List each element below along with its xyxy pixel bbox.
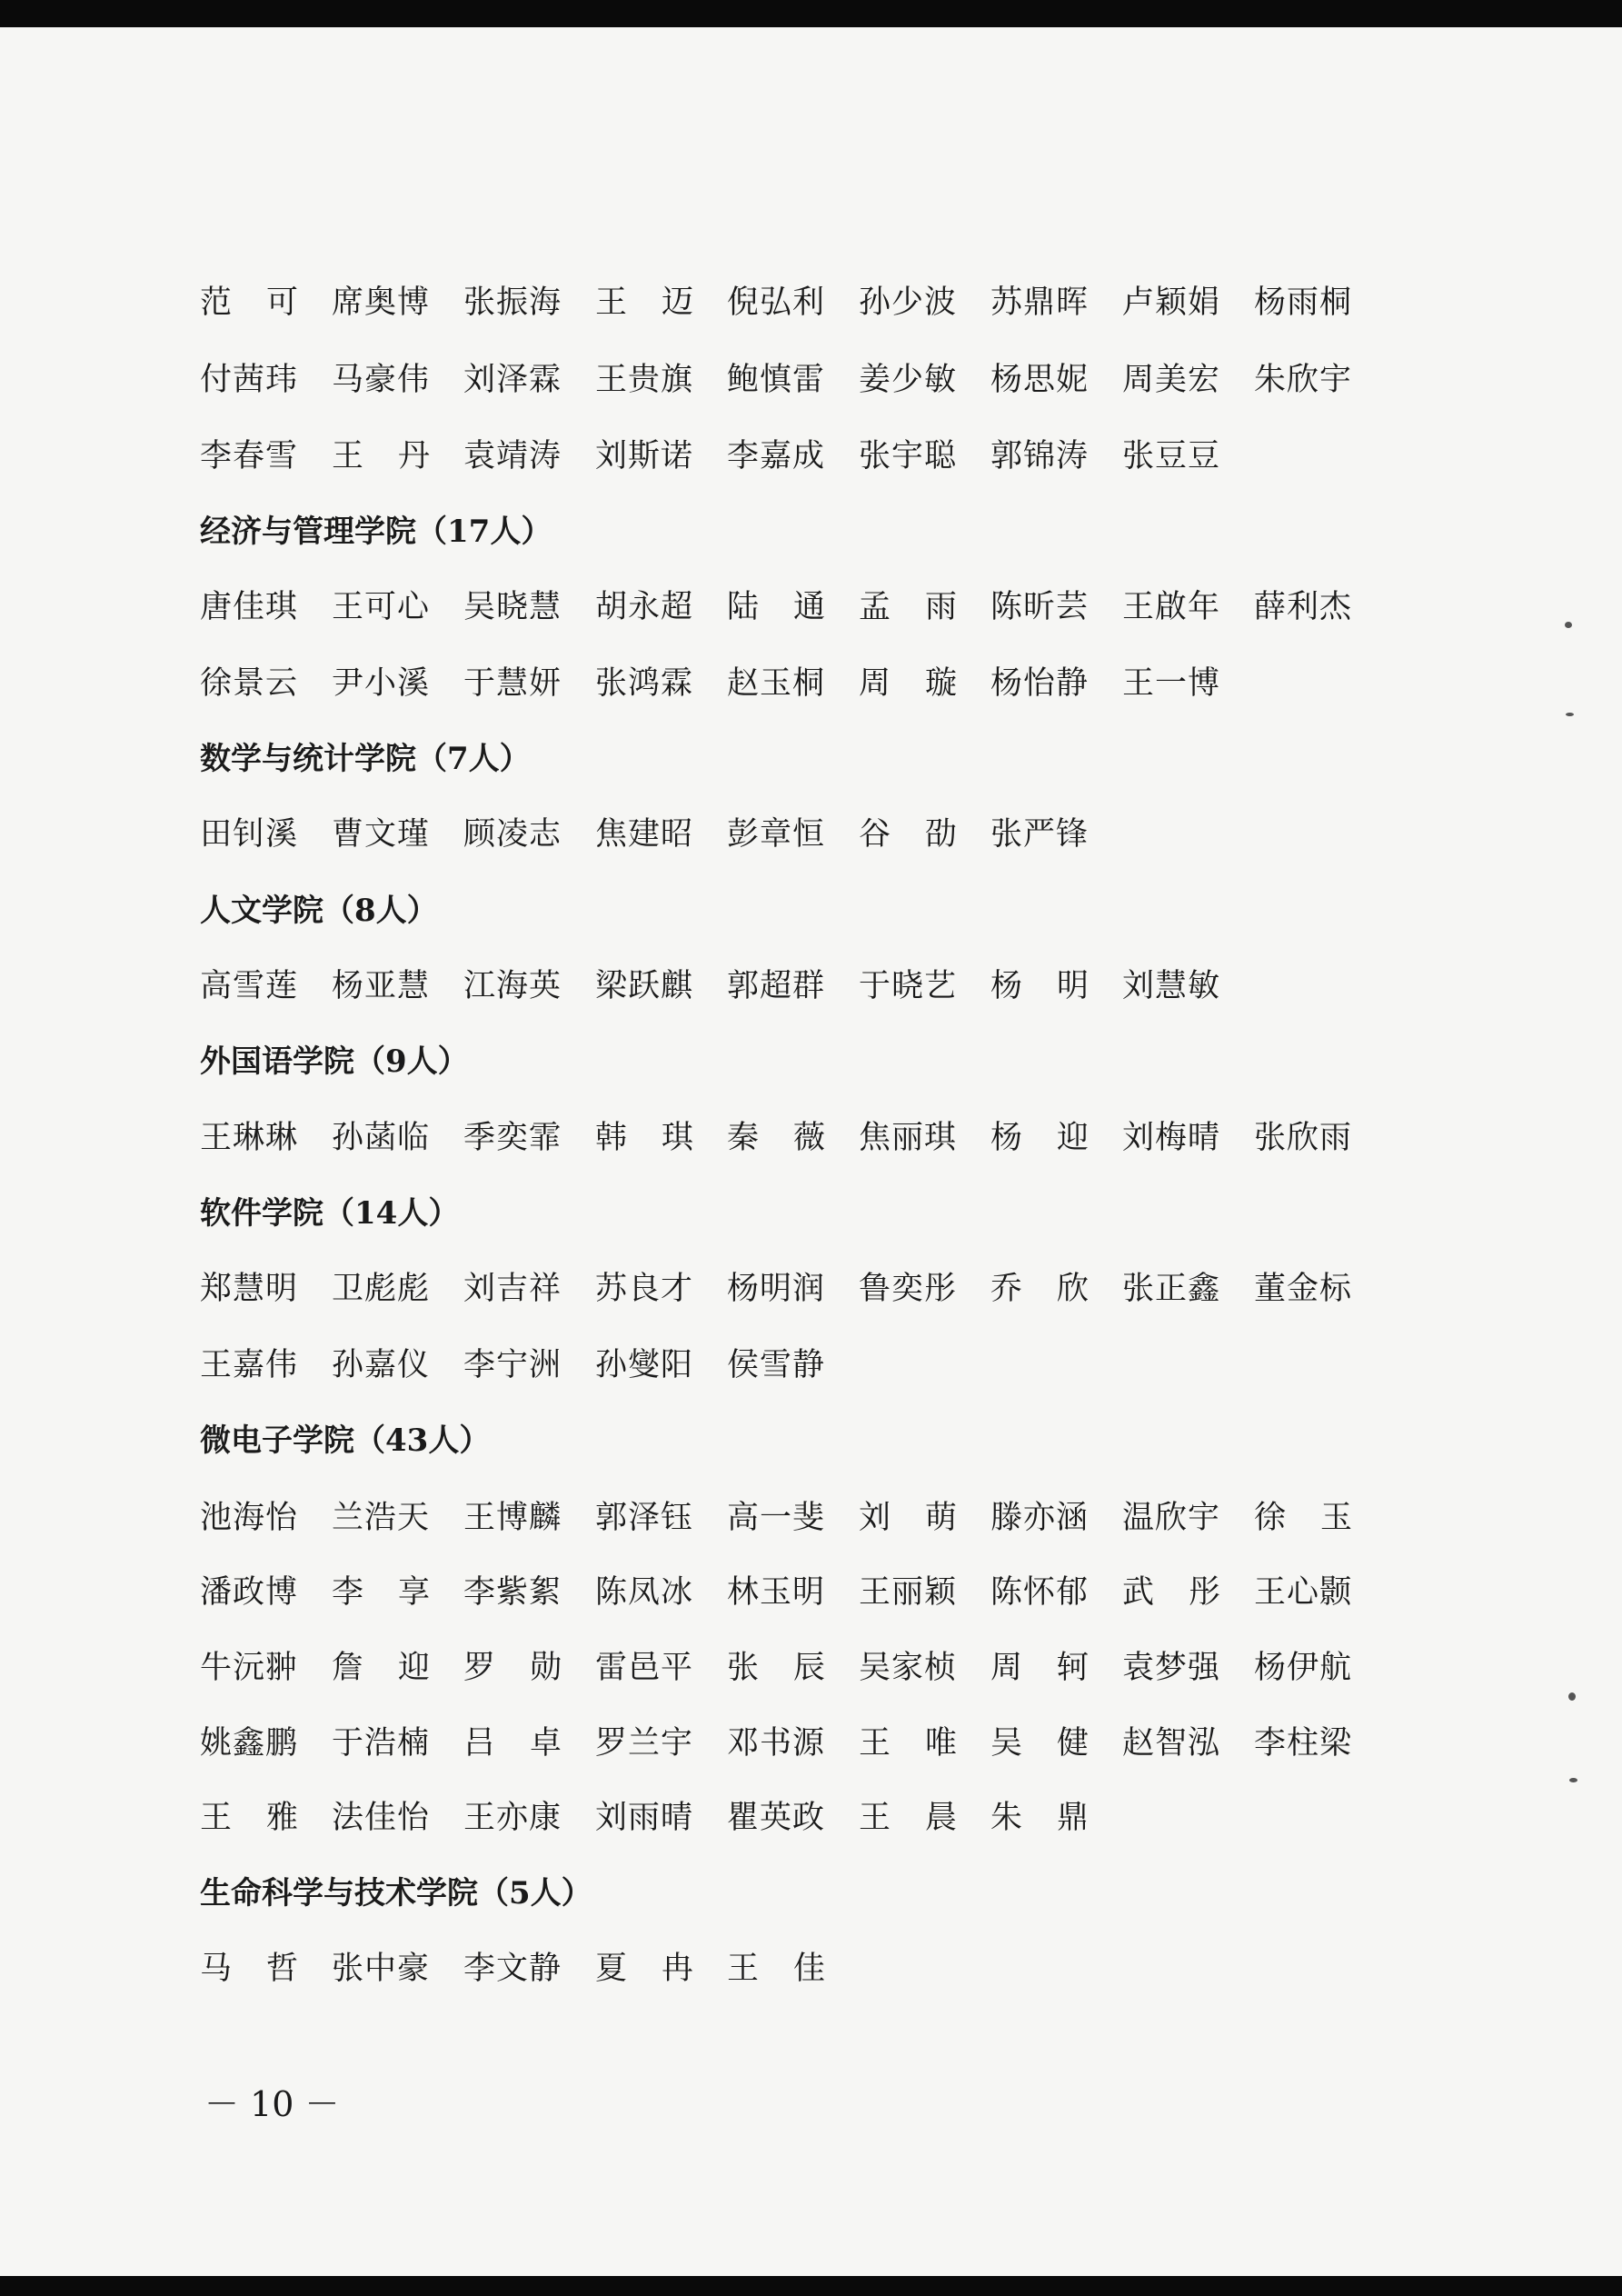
person-name: 王迈 (595, 285, 729, 321)
person-name: 张鸿霖 (595, 665, 694, 702)
person-name: 孙嘉仪 (332, 1347, 431, 1383)
person-name: 杨迎 (990, 1120, 1124, 1156)
person-name: 徐玉 (1254, 1500, 1388, 1536)
person-name: 瞿英政 (727, 1800, 826, 1836)
person-name: 徐景云 (200, 665, 299, 702)
person-name: 张中豪 (332, 1951, 431, 1987)
person-name: 孙燮阳 (595, 1347, 694, 1383)
person-name: 杨雨桐 (1254, 285, 1353, 321)
name-row (200, 1262, 1472, 1316)
person-name: 于慧妍 (463, 665, 562, 702)
person-name: 付茜玮 (200, 362, 299, 398)
person-name: 马哲 (200, 1951, 333, 1987)
person-name: 唐佳琪 (200, 589, 299, 625)
section-heading: 人文学院（8人） (200, 893, 438, 929)
person-name: 王晨 (859, 1800, 992, 1836)
person-name: 王博麟 (463, 1500, 562, 1536)
person-name: 李柱梁 (1254, 1725, 1353, 1762)
name-row (200, 275, 1472, 330)
person-name: 姚鑫鹏 (200, 1725, 299, 1762)
person-name: 杨亚慧 (332, 968, 431, 1004)
person-name: 朱欣宇 (1254, 362, 1353, 398)
name-row (200, 1641, 1472, 1695)
name-row (200, 656, 1472, 711)
person-name: 席奥博 (332, 285, 431, 321)
person-name: 张振海 (463, 285, 562, 321)
person-name: 刘斯诺 (595, 438, 694, 474)
name-row (200, 1338, 1472, 1393)
person-name: 陈昕芸 (990, 589, 1090, 625)
person-name: 于晓艺 (859, 968, 958, 1004)
person-name: 马豪伟 (332, 362, 431, 398)
person-name: 吴家桢 (859, 1650, 958, 1686)
person-name: 法佳怡 (332, 1800, 431, 1836)
person-name: 郭锦涛 (990, 438, 1090, 474)
person-name: 罗勋 (463, 1650, 597, 1686)
person-name: 倪弘利 (727, 285, 826, 321)
person-name: 李文静 (463, 1951, 562, 1987)
person-name: 王啟年 (1122, 589, 1221, 625)
person-name: 杨明 (990, 968, 1124, 1004)
person-name: 杨怡静 (990, 665, 1090, 702)
person-name: 梁跃麒 (595, 968, 694, 1004)
section-heading: 外国语学院（9人） (200, 1043, 469, 1080)
person-name: 张欣雨 (1254, 1120, 1353, 1156)
person-name: 张辰 (727, 1650, 861, 1686)
person-name: 薛利杰 (1254, 589, 1353, 625)
person-name: 温欣宇 (1122, 1500, 1221, 1536)
section-heading: 生命科学与技术学院（5人） (200, 1875, 592, 1912)
person-name: 刘吉祥 (463, 1271, 562, 1307)
person-name: 曹文瑾 (332, 816, 431, 853)
person-name: 罗兰宇 (595, 1725, 694, 1762)
person-name: 刘雨晴 (595, 1800, 694, 1836)
person-name: 苏鼎晖 (990, 285, 1090, 321)
person-name: 李嘉成 (727, 438, 826, 474)
person-name: 孙菡临 (332, 1120, 431, 1156)
person-name: 武彤 (1122, 1574, 1256, 1611)
person-name: 郭超群 (727, 968, 826, 1004)
person-name: 王亦康 (463, 1800, 562, 1836)
person-name: 郑慧明 (200, 1271, 299, 1307)
person-name: 兰浩天 (332, 1500, 431, 1536)
person-name: 刘慧敏 (1122, 968, 1221, 1004)
person-name: 彭章恒 (727, 816, 826, 853)
person-name: 雷邑平 (595, 1650, 694, 1686)
person-name: 李享 (332, 1574, 465, 1611)
person-name: 高雪莲 (200, 968, 299, 1004)
person-name: 王贵旗 (595, 362, 694, 398)
name-row (200, 1791, 1472, 1845)
person-name: 杨思妮 (990, 362, 1090, 398)
person-name: 吴晓慧 (463, 589, 562, 625)
scan-speck (1569, 1778, 1577, 1782)
person-name: 袁靖涛 (463, 438, 562, 474)
person-name: 潘政博 (200, 1574, 299, 1611)
person-name: 江海英 (463, 968, 562, 1004)
scan-border-bottom (0, 2276, 1622, 2296)
person-name: 王丹 (332, 438, 465, 474)
person-name: 张宇聪 (859, 438, 958, 474)
name-row (200, 1942, 1472, 1996)
person-name: 姜少敏 (859, 362, 958, 398)
person-name: 鲁奕彤 (859, 1271, 958, 1307)
scan-speck (1565, 622, 1572, 628)
person-name: 邓书源 (727, 1725, 826, 1762)
person-name: 谷劭 (859, 816, 992, 853)
person-name: 陈怀郁 (990, 1574, 1090, 1611)
person-name: 陆通 (727, 589, 861, 625)
person-name: 季奕霏 (463, 1120, 562, 1156)
person-name: 董金标 (1254, 1271, 1353, 1307)
person-name: 韩琪 (595, 1120, 729, 1156)
person-name: 于浩楠 (332, 1725, 431, 1762)
person-name: 卫彪彪 (332, 1271, 431, 1307)
person-name: 焦建昭 (595, 816, 694, 853)
person-name: 刘萌 (859, 1500, 992, 1536)
section-heading: 软件学院（14人） (200, 1195, 460, 1232)
person-name: 吕卓 (463, 1725, 597, 1762)
person-name: 周璇 (859, 665, 992, 702)
person-name: 高一斐 (727, 1500, 826, 1536)
person-name: 郭泽钰 (595, 1500, 694, 1536)
person-name: 林玉明 (727, 1574, 826, 1611)
name-row (200, 1716, 1472, 1771)
person-name: 范可 (200, 285, 333, 321)
person-name: 田钊溪 (200, 816, 299, 853)
person-name: 周轲 (990, 1650, 1124, 1686)
person-name: 刘梅晴 (1122, 1120, 1221, 1156)
person-name: 牛沅翀 (200, 1650, 299, 1686)
person-name: 吴健 (990, 1725, 1124, 1762)
person-name: 王一博 (1122, 665, 1221, 702)
person-name: 王心颢 (1254, 1574, 1353, 1611)
person-name: 朱鼎 (990, 1800, 1124, 1836)
person-name: 鲍慎雷 (727, 362, 826, 398)
page-number: － 10 － (204, 2084, 340, 2124)
person-name: 袁梦强 (1122, 1650, 1221, 1686)
person-name: 王琳琳 (200, 1120, 299, 1156)
person-name: 杨伊航 (1254, 1650, 1353, 1686)
person-name: 李紫絮 (463, 1574, 562, 1611)
person-name: 赵智泓 (1122, 1725, 1221, 1762)
person-name: 乔欣 (990, 1271, 1124, 1307)
person-name: 滕亦涵 (990, 1500, 1090, 1536)
name-row (200, 959, 1472, 1013)
person-name: 夏冉 (595, 1951, 729, 1987)
person-name: 王丽颖 (859, 1574, 958, 1611)
person-name: 陈凤冰 (595, 1574, 694, 1611)
person-name: 王可心 (332, 589, 431, 625)
name-row (200, 429, 1472, 484)
name-row (200, 353, 1472, 407)
person-name: 秦薇 (727, 1120, 861, 1156)
person-name: 孟雨 (859, 589, 992, 625)
person-name: 王唯 (859, 1725, 992, 1762)
person-name: 刘泽霖 (463, 362, 562, 398)
name-row (200, 1111, 1472, 1165)
person-name: 张正鑫 (1122, 1271, 1221, 1307)
name-row (200, 1491, 1472, 1545)
person-name: 王嘉伟 (200, 1347, 299, 1383)
person-name: 焦丽琪 (859, 1120, 958, 1156)
person-name: 王佳 (727, 1951, 861, 1987)
name-row (200, 807, 1472, 862)
person-name: 李宁洲 (463, 1347, 562, 1383)
person-name: 詹迎 (332, 1650, 465, 1686)
person-name: 李春雪 (200, 438, 299, 474)
person-name: 杨明润 (727, 1271, 826, 1307)
name-row (200, 580, 1472, 634)
person-name: 尹小溪 (332, 665, 431, 702)
person-name: 赵玉桐 (727, 665, 826, 702)
section-heading: 经济与管理学院（17人） (200, 514, 552, 550)
person-name: 张严锋 (990, 816, 1090, 853)
scan-speck (1566, 713, 1574, 716)
person-name: 侯雪静 (727, 1347, 826, 1383)
person-name: 王雅 (200, 1800, 333, 1836)
person-name: 顾凌志 (463, 816, 562, 853)
person-name: 池海怡 (200, 1500, 299, 1536)
person-name: 周美宏 (1122, 362, 1221, 398)
name-row (200, 1565, 1472, 1620)
person-name: 苏良才 (595, 1271, 694, 1307)
person-name: 张豆豆 (1122, 438, 1221, 474)
person-name: 孙少波 (859, 285, 958, 321)
person-name: 胡永超 (595, 589, 694, 625)
person-name: 卢颖娟 (1122, 285, 1221, 321)
scan-speck (1568, 1692, 1576, 1701)
section-heading: 微电子学院（43人） (200, 1423, 491, 1459)
section-heading: 数学与统计学院（7人） (200, 741, 531, 777)
